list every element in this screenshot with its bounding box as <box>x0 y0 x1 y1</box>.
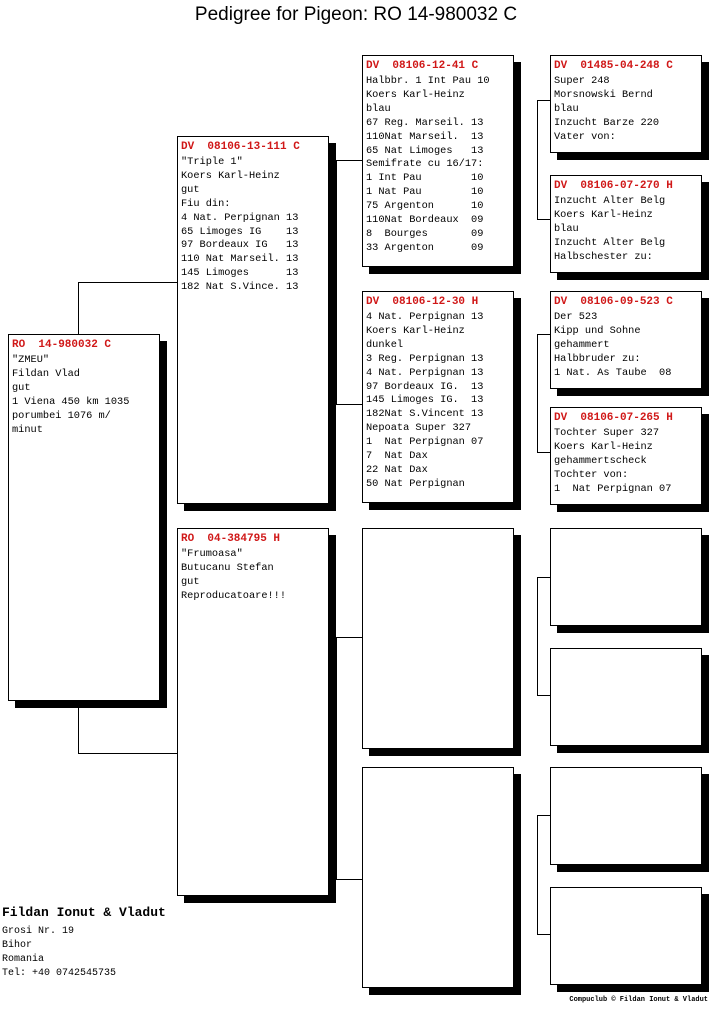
detail-line: 110 Nat Marseil. 13 <box>181 253 299 266</box>
detail-line: 1 Viena 450 km 1035 <box>12 395 130 408</box>
sd-sire-ring-number: DV 08106-09-523 C <box>554 296 673 308</box>
detail-line: 1 Int Pau 10 <box>366 172 484 185</box>
sire-dam-card[interactable] <box>362 291 514 503</box>
dam-card[interactable] <box>177 528 329 896</box>
detail-line: 1 Nat Perpignan 07 <box>554 482 672 495</box>
address-line: Grosi Nr. 19 <box>2 926 75 937</box>
detail-line: Tochter von: <box>554 468 629 481</box>
connector-dam-stub <box>328 752 336 753</box>
detail-line: "Triple 1" <box>181 156 243 168</box>
dam-dam-card[interactable] <box>362 767 514 988</box>
detail-line: Vater von: <box>554 130 616 143</box>
sire-dam-details <box>366 311 513 492</box>
software-credit: Compuclub © Fildan Ionut & Vladut <box>569 996 708 1004</box>
detail-line: blau <box>554 102 579 115</box>
ss-sire-details <box>554 75 701 145</box>
subject-card[interactable] <box>8 334 160 701</box>
dam-details <box>181 548 328 604</box>
connector-dam <box>336 637 364 880</box>
dam-ring-number: RO 04-384795 H <box>181 533 281 545</box>
detail-line: 8 Bourges 09 <box>366 227 484 240</box>
sire-card[interactable] <box>177 136 329 504</box>
detail-line: 67 Reg. Marseil. 13 <box>366 116 484 129</box>
detail-line: "Frumoasa" <box>181 548 243 560</box>
sd-dam-details <box>554 427 701 497</box>
detail-line: Semifrate cu 16/17: <box>366 158 484 171</box>
ds-sire-card[interactable] <box>550 528 702 626</box>
detail-line: Kipp und Sohne <box>554 324 641 337</box>
detail-line: Morsnowski Bernd <box>554 88 653 101</box>
detail-line: Fiu din: <box>181 197 231 210</box>
detail-line: Koers Karl-Heinz <box>181 169 280 182</box>
detail-line: 110Nat Bordeaux 09 <box>366 214 484 227</box>
detail-line: Nepoata Super 327 <box>366 422 472 435</box>
detail-line: 22 Nat Dax <box>366 463 428 476</box>
detail-line: Koers Karl-Heinz <box>554 208 653 221</box>
detail-line: dunkel <box>366 338 404 351</box>
detail-line: Halbbr. 1 Int Pau 10 <box>366 75 490 87</box>
detail-line: 97 Bordeaux IG. 13 <box>366 380 484 393</box>
detail-line: "ZMEU" <box>12 354 50 366</box>
detail-line: 182Nat S.Vincent 13 <box>366 408 484 421</box>
detail-line: 7 Nat Dax <box>366 450 428 463</box>
sire-sire-card[interactable] <box>362 55 514 267</box>
detail-line: 50 Nat Perpignan <box>366 477 465 490</box>
sire-sire-details <box>366 75 513 256</box>
detail-line: Butucanu Stefan <box>181 561 274 574</box>
detail-line: Fildan Vlad <box>12 367 80 380</box>
detail-line: 33 Argenton 09 <box>366 241 484 254</box>
sd-dam-card[interactable] <box>550 407 702 505</box>
detail-line: 75 Argenton 10 <box>366 200 484 213</box>
breeder-address <box>2 925 166 981</box>
ss-sire-ring-number: DV 01485-04-248 C <box>554 60 673 72</box>
detail-line: Koers Karl-Heinz <box>366 88 465 101</box>
detail-line: Inzucht Alter Belg <box>554 195 666 207</box>
dd-sire-card[interactable] <box>550 767 702 865</box>
sire-details <box>181 156 328 295</box>
detail-line: blau <box>366 102 391 115</box>
detail-line: Reproducatoare!!! <box>181 589 287 602</box>
ss-dam-details <box>554 195 701 265</box>
detail-line: 4 Nat. Perpignan 13 <box>366 366 484 379</box>
sd-dam-ring-number: DV 08106-07-265 H <box>554 412 673 424</box>
detail-line: 65 Nat Limoges 13 <box>366 144 484 157</box>
detail-line: Der 523 <box>554 311 598 323</box>
phone-line: Tel: +40 0742545735 <box>2 968 117 979</box>
detail-line: Koers Karl-Heinz <box>366 324 465 337</box>
sire-ring-number: DV 08106-13-111 C <box>181 141 300 153</box>
ss-dam-ring-number: DV 08106-07-270 H <box>554 180 673 192</box>
detail-line: Inzucht Alter Belg <box>554 236 666 249</box>
dd-dam-card[interactable] <box>550 887 702 985</box>
sire-sire-ring-number: DV 08106-12-41 C <box>366 60 479 72</box>
page-title: Pedigree for Pigeon: RO 14-980032 C <box>194 4 518 25</box>
ss-sire-card[interactable] <box>550 55 702 153</box>
sd-sire-card[interactable] <box>550 291 702 389</box>
detail-line: Halbbruder zu: <box>554 352 641 365</box>
detail-line: 3 Reg. Perpignan 13 <box>366 352 484 365</box>
detail-line: 97 Bordeaux IG 13 <box>181 239 299 252</box>
connector-sire <box>336 160 364 405</box>
subject-ring-number: RO 14-980032 C <box>12 339 112 351</box>
detail-line: Tochter Super 327 <box>554 427 660 439</box>
detail-line: 65 Limoges IG 13 <box>181 225 299 238</box>
detail-line: 1 Nat. As Taube 08 <box>554 366 672 379</box>
subject-details <box>12 354 159 437</box>
detail-line: 145 Limoges 13 <box>181 267 299 280</box>
address-line: Romania <box>2 954 45 965</box>
ss-dam-card[interactable] <box>550 175 702 273</box>
detail-line: Halbschester zu: <box>554 250 653 263</box>
detail-line: gut <box>181 183 200 196</box>
detail-line: gehammert <box>554 338 610 351</box>
detail-line: gut <box>12 381 31 394</box>
breeder-name: Fildan Ionut & Vladut <box>2 905 166 920</box>
detail-line: gehammertscheck <box>554 454 647 467</box>
dam-sire-card[interactable] <box>362 528 514 749</box>
sire-dam-ring-number: DV 08106-12-30 H <box>366 296 479 308</box>
detail-line: 1 Nat Pau 10 <box>366 186 484 199</box>
detail-line: blau <box>554 222 579 235</box>
detail-line: 110Nat Marseil. 13 <box>366 130 484 143</box>
detail-line: Inzucht Barze 220 <box>554 116 660 129</box>
detail-line: minut <box>12 423 43 436</box>
detail-line: 145 Limoges IG. 13 <box>366 394 484 407</box>
detail-line: gut <box>181 575 200 588</box>
ds-dam-card[interactable] <box>550 648 702 746</box>
detail-line: 182 Nat S.Vince. 13 <box>181 281 299 294</box>
detail-line: 1 Nat Perpignan 07 <box>366 436 484 449</box>
address-line: Bihor <box>2 940 33 951</box>
sd-sire-details <box>554 311 701 381</box>
detail-line: 4 Nat. Perpignan 13 <box>181 211 299 224</box>
detail-line: Super 248 <box>554 75 610 87</box>
detail-line: porumbei 1076 m/ <box>12 409 111 422</box>
breeder-info <box>2 904 166 981</box>
detail-line: Koers Karl-Heinz <box>554 440 653 453</box>
detail-line: 4 Nat. Perpignan 13 <box>366 311 484 323</box>
